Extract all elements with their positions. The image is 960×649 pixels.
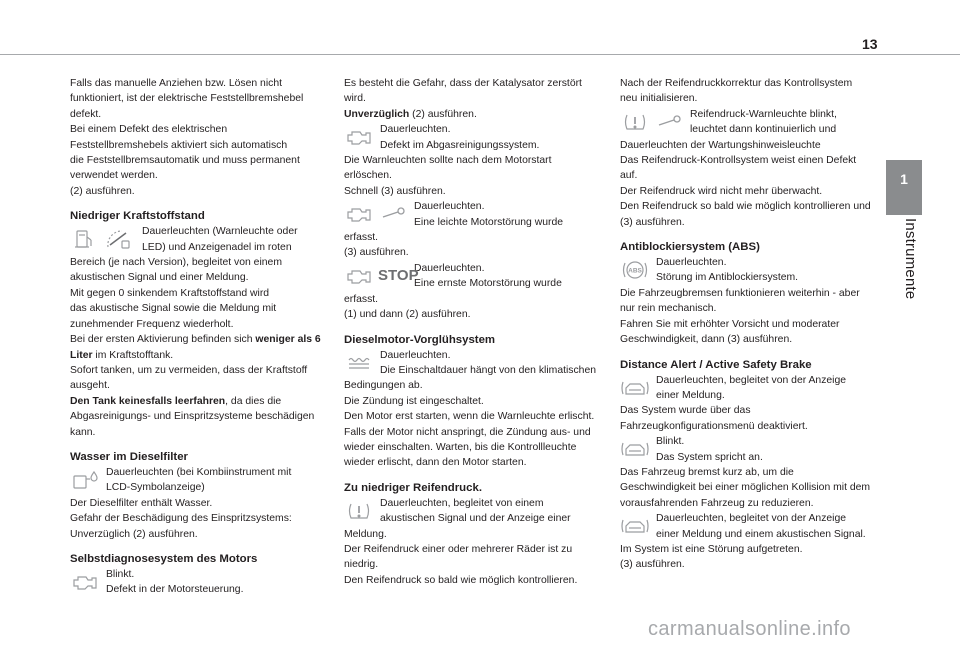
major-engine-fault-row: STOP Dauerleuchten. Eine ernste Motorstörung wurde xyxy=(344,261,604,292)
watermark: carmanualsonline.info xyxy=(648,618,851,640)
collision-alert-icon xyxy=(620,376,650,400)
section-title-tyre: Zu niedriger Reifendruck. xyxy=(344,481,482,494)
engine-icon xyxy=(344,202,374,226)
section-title-distance-alert: Distance Alert / Active Safety Brake xyxy=(620,358,812,371)
minor-engine-fault-row: Dauerleuchten. Eine leichte Motorstörung wurde xyxy=(344,199,604,230)
fuel-gauge-needle-icon xyxy=(104,227,134,251)
distance-alert-row-2: Blinkt. Das System spricht an. xyxy=(620,434,880,465)
water-in-diesel-icon xyxy=(70,468,100,492)
column-2: Es besteht die Gefahr, dass der Katalysator zerstört wird. Unverzüglich (2) ausführen. Dauerleuchten. Defekt im Abgasreinigungssystem. Die Warnleuchten sollte nach dem Motorstart erlöschen. Schnell (3) ausführen. Dauerleuchten. Eine leichte Motorstörung wurde erfasst. (3) ausführen. STOP Dauerleuchten. Eine ernste Motorstörung wurde erfasst. (1) und dann (2) ausführen. Dieselmotor-Vorglühsystem Dauerleuchten. Die Einschaltdauer hängt von den klimatischen Bedingungen ab. Die Zündung ist eingeschaltet. Den Motor erst starten, wenn die Warnleuchte erlischt. Falls der Motor nicht anspringt, die Zündung aus- und wieder einschalten. Warten, bis die Kontrollleuchte wieder erlischt, dann den Motor starten. Zu niedriger Reifendruck. Dauerleuchten, begleitet von einem akustischen Signal und der Anzeige einer Meldung. Der Reifendruck einer oder mehrerer Räder ist zu niedrig. Den Reifendruck so bald wie möglich kontrollieren. xyxy=(344,76,604,588)
tyre-pressure-row: Dauerleuchten, begleitet von einem akustischen Signal und der Anzeige einer xyxy=(344,496,604,527)
chapter-label: Instrumente xyxy=(902,218,919,300)
column-3: Nach der Reifendruckkorrektur das Kontrollsystem neu initialisieren. Reifendruck-Warnleuchte blinkt, leuchtet dann kontinuierlich und Dauerleuchten der Wartungshinweisleuchte Das Reifendruck-Kontrollsystem weist einen Defekt auf. Der Reifendruck wird nicht mehr überwacht. Den Reifendruck so bald wie möglich kontrollieren und (3) ausführen. Antiblockiersystem (ABS) ABS Dauerleuchten. Störung im Antiblockiersystem. Die Fahrzeugbremsen funktionieren weiterhin - aber nur rein mechanisch. Fahren Sie mit erhöhter Vorsicht und moderater Geschwindigkeit, dann (3) ausführen. Distance Alert / Active Safety Brake Dauerleuchten, begleitet von der Anzeige einer Meldung. Das System wurde über das Fahrzeugkonfigurationsmenü deaktiviert. Blinkt. Das System spricht an. Das Fahrzeug bremst kurz ab, um die Geschwindigkeit bei einer möglichen Kollision mit dem vorausfahrenden Fahrzeug zu reduzieren. Dauerleuchten, begleitet von der Anzeige einer Meldung und einem akustischen Signal. Im System ist eine Störung aufgetreten. (3) ausführen. xyxy=(620,76,880,573)
tyre-fault-row: Reifendruck-Warnleuchte blinkt, leuchtet dann kontinuierlich und xyxy=(620,107,880,138)
engine-icon xyxy=(344,264,374,288)
section-title-abs: Antiblockiersystem (ABS) xyxy=(620,241,760,254)
intro-text: Falls das manuelle Anziehen bzw. Lösen nicht funktioniert, ist der elektrische Feststellbremshebel defekt. Bei einem Defekt des elektrischen Feststellbremshebels aktiviert sich automatisch die Feststellbremsautomatik und muss permanent verwendet werden. (2) ausführen. xyxy=(70,78,304,197)
tyre-pressure-icon xyxy=(344,499,374,523)
distance-alert-row-1: Dauerleuchten, begleitet von der Anzeige einer Meldung. xyxy=(620,373,880,404)
fuel-warning-row: Dauerleuchten (Warnleuchte oder LED) und Anzeigenadel im roten xyxy=(70,224,330,255)
collision-alert-icon xyxy=(620,514,650,538)
distance-alert-row-3: Dauerleuchten, begleitet von der Anzeige einer Meldung und einem akustischen Signal. xyxy=(620,511,880,542)
engine-icon xyxy=(344,125,374,149)
selfdiag-row: Blinkt. Defekt in der Motorsteuerung. xyxy=(70,567,330,598)
abs-icon xyxy=(620,258,650,282)
chapter-tab xyxy=(886,160,922,215)
section-title-fuel: Niedriger Kraftstoffstand xyxy=(70,210,205,223)
section-title-glow: Dieselmotor-Vorglühsystem xyxy=(344,333,496,346)
glow-plug-row: Dauerleuchten. Die Einschaltdauer hängt von den klimatischen xyxy=(344,348,604,379)
page-number: 13 xyxy=(862,36,878,52)
chapter-number: 1 xyxy=(900,171,908,187)
column-1: Falls das manuelle Anziehen bzw. Lösen nicht funktioniert, ist der elektrische Feststellbremshebel defekt. Bei einem Defekt des elektrischen Feststellbremshebels aktiviert sich automatisch die Feststellbremsautomatik und muss permanent verwendet werden. (2) ausführen. Niedriger Kraftstoffstand Dauerleuchten (Warnleuchte oder LED) und Anzeigenadel im roten Bereich (je nach Version), begleitet von einem akustischen Signal und einer Meldung. Mit gegen 0 sinkendem Kraftstoffstand wird das akustische Signal sowie die Meldung mit zunehmender Frequenz wiederholt. Bei der ersten Aktivierung befinden sich weniger als 6 Liter im Kraftstofftank. Sofort tanken, um zu vermeiden, dass der Kraftstoff ausgeht. Den Tank keinesfalls leerfahren, da dies die Abgasreinigungs- und Einspritzsysteme beschädigen kann. Wasser im Dieselfilter Dauerleuchten (bei Kombiinstrument mit LCD-Symbolanzeige) Der Dieselfilter enthält Wasser. Gefahr der Beschädigung des Einspritzsystems: Unverzüglich (2) ausführen. Selbstdiagnosesystem des Motors Blinkt. Defekt in der Motorsteuerung. xyxy=(70,76,330,598)
section-title-selfdiag: Selbstdiagnosesystem des Motors xyxy=(70,552,258,565)
stop-icon: STOP xyxy=(378,267,419,285)
wrench-icon xyxy=(378,202,408,226)
glow-plug-icon xyxy=(344,351,374,375)
tyre-pressure-icon xyxy=(620,110,650,134)
emission-row: Dauerleuchten. Defekt im Abgasreinigungssystem. xyxy=(344,122,604,153)
abs-icon-text: ABS xyxy=(628,267,642,275)
wrench-icon xyxy=(654,110,684,134)
section-title-water: Wasser im Dieselfilter xyxy=(70,450,188,463)
water-warning-row: Dauerleuchten (bei Kombiinstrument mit LCD-Symbolanzeige) xyxy=(70,465,330,496)
collision-alert-icon xyxy=(620,437,650,461)
fuel-pump-icon xyxy=(70,227,100,251)
engine-icon xyxy=(70,570,100,594)
header-divider xyxy=(0,54,960,55)
abs-row: ABS Dauerleuchten. Störung im Antiblockiersystem. xyxy=(620,255,880,286)
